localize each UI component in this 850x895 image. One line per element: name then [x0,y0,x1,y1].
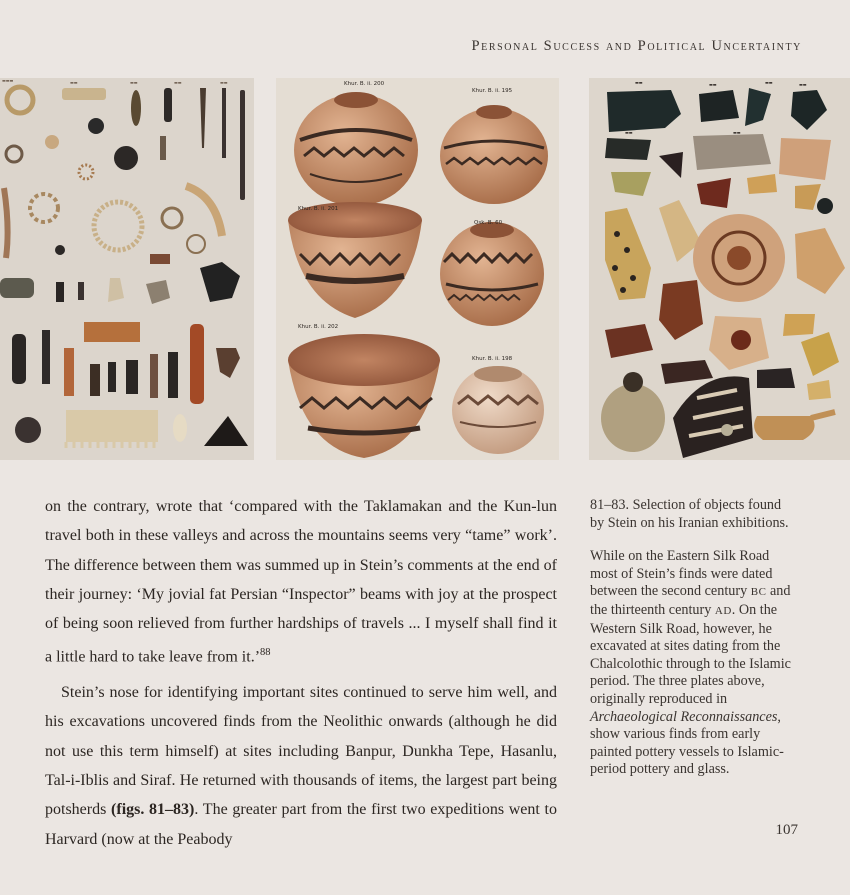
sidebar-text: and the thirteenth century [590,583,791,618]
paragraph-text: Stein’s nose for identifying important sites continued to serve him well, and his excavations uncovered finds from the Neolithic onwards (although he did not use this term himself) at sites including Banpur, Dunkha Tepe, Hasanlu, Tal-i-Iblis and Siraf. He returned with thousands of items, the largest part being potsherds [45,684,557,819]
figure-caption: 81–83. Selection of objects found by Stein on his Iranian exhibitions. [590,497,789,531]
plate-83-image [589,78,850,460]
svg-text:▬▬: ▬▬ [174,80,182,85]
plate-82-label: Khur. B. ii. 201 [298,206,339,212]
sidebar-text: While on the Eastern Silk Road most of Stein’s finds were dated between the second century [590,548,773,600]
running-head: Personal Success and Political Uncertainty [471,38,802,54]
plate-82-label: Khur. B. ii. 202 [298,324,339,330]
sidebar-column [590,497,798,779]
svg-text:▬▬: ▬▬ [220,80,228,85]
sidebar-text: , show various finds from early painted pottery vessels to Islamic-period pottery and glass. [590,708,784,778]
plate-82-label: Khur. B. ii. 200 [344,81,385,87]
plate-82-painted-pottery [276,78,559,460]
paragraph-text: . The greater part from the first two expeditions went to Harvard (now at the Peabody [45,801,557,848]
svg-text:▬▬: ▬▬ [733,130,741,135]
svg-text:▬▬: ▬▬ [709,82,717,87]
svg-text:▬▬: ▬▬ [130,80,138,85]
era-abbreviation: BC [750,586,767,599]
page-number: 107 [775,822,798,838]
figure-reference[interactable]: (figs. 81–83) [111,801,195,819]
svg-text:▬▬: ▬▬ [799,82,807,87]
plate-82-label: Khur. B. ii. 198 [472,356,513,362]
paragraph [45,492,557,672]
body-text-column [45,492,557,854]
plate-83-potsherds [589,78,850,460]
svg-text:▬▬: ▬▬ [625,130,633,135]
plate-82-label: Khur. B. ii. 195 [472,88,513,94]
svg-text:▬▬▬: ▬▬▬ [2,78,14,83]
plate-81-image [0,78,254,460]
sidebar-paragraph [590,548,798,779]
paragraph-text: on the contrary, wrote that ‘compared with the Taklamakan and the Kun-lun travel both in these valleys and across the mountains seems very “tame” work’. The difference between them was summed up in Stein’s comments at the end of their journey: ‘My jovial fat Persian “Inspector” beams with joy at the prospect of being soon relieved from further hardships of travels ... I myself shall find it a little hard to take leave from it.’ [45,498,557,666]
svg-text:▬▬: ▬▬ [70,80,78,85]
book-title: Archaeological Reconnaissances [590,708,778,725]
plate-82-image [276,78,559,460]
svg-text:▬▬: ▬▬ [765,80,773,85]
paragraph [45,678,557,854]
sidebar-text: . On the Western Silk Road, however, he excavated at sites dating from the Chalcolothic through to the Islamic period. The three plates above, originally reproduced in [590,601,791,707]
endnote-reference[interactable]: 88 [260,647,271,659]
plate-81-small-objects [0,78,254,460]
svg-text:▬▬: ▬▬ [635,80,643,85]
era-abbreviation: AD [714,604,732,617]
plate-82-label: Qsk. B. 60 [474,220,503,226]
